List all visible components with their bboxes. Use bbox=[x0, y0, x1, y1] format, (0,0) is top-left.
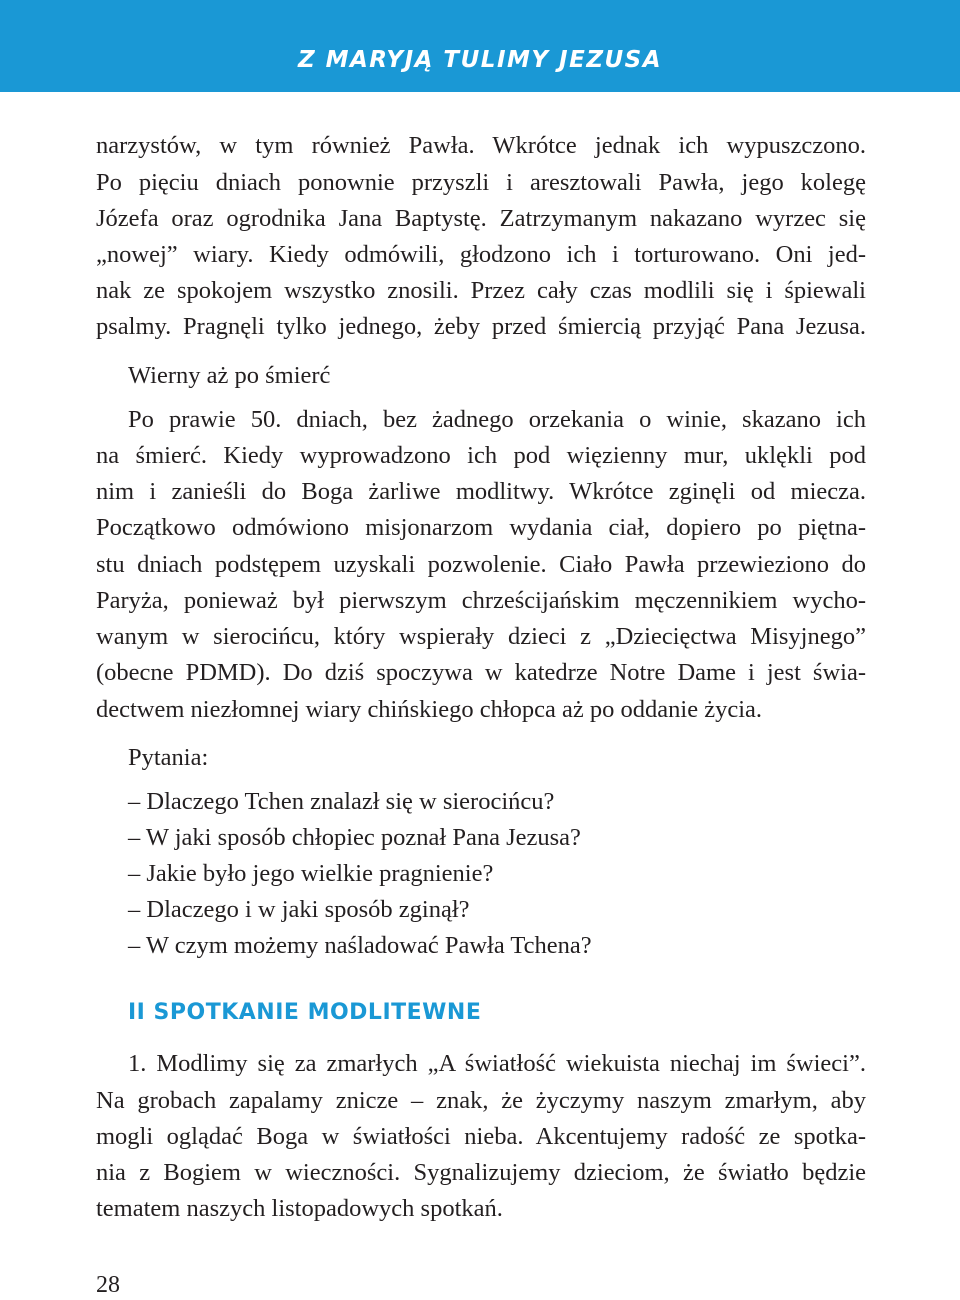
body-line: mogli oglądać Boga w światłości nieba. Akcentujemy radość ze spotka- bbox=[96, 1123, 866, 1150]
question-item: – W jaki sposób chłopiec poznał Pana Jezusa? bbox=[128, 824, 581, 851]
body-line: nia z Bogiem w wieczności. Sygnalizujemy dzieciom, że światło będzie bbox=[96, 1159, 866, 1186]
question-item: – Jakie było jego wielkie pragnienie? bbox=[128, 860, 494, 887]
body-line: „nowej” wiary. Kiedy odmówili, głodzono ich i torturowano. Oni jed- bbox=[96, 241, 866, 268]
body-line: Paryża, ponieważ był pierwszym chrześcijańskim męczennikiem wycho- bbox=[96, 587, 866, 614]
body-line: na śmierć. Kiedy wyprowadzono ich pod więzienny mur, uklękli pod bbox=[96, 442, 866, 469]
body-line: Józefa oraz ogrodnika Jana Baptystę. Zatrzymanym nakazano wyrzec się bbox=[96, 205, 866, 232]
questions-title: Pytania: bbox=[128, 744, 209, 771]
body-line-indented: Po prawie 50. dniach, bez żadnego orzekania o winie, skazano ich bbox=[128, 406, 866, 433]
section-heading: II SPOTKANIE MODLITEWNE bbox=[128, 1000, 482, 1025]
body-line: stu dniach podstępem uzyskali pozwolenie. Ciało Pawła przewieziono do bbox=[96, 551, 866, 578]
body-line: nak ze spokojem wszystko znosili. Przez cały czas modlili się i śpiewali bbox=[96, 277, 866, 304]
question-item: – W czym możemy naśladować Pawła Tchena? bbox=[128, 932, 592, 959]
body-line: nim i zanieśli do Boga żarliwe modlitwy. Wkrótce zginęli od miecza. bbox=[96, 478, 866, 505]
body-line: Na grobach zapalamy znicze – znak, że życzymy naszym zmarłym, aby bbox=[96, 1087, 866, 1114]
body-line: psalmy. Pragnęli tylko jednego, żeby przed śmiercią przyjąć Pana Jezusa. bbox=[96, 313, 866, 340]
running-header-title: Z MARYJĄ TULIMY JEZUSA bbox=[297, 47, 663, 73]
body-line: wanym w sierocińcu, który wspierały dzieci z „Dziecięctwa Misyjnego” bbox=[96, 623, 866, 650]
body-line: (obecne PDMD). Do dziś spoczywa w katedrze Notre Dame i jest świa- bbox=[96, 659, 866, 686]
question-item: – Dlaczego Tchen znalazł się w sierocińcu? bbox=[128, 788, 555, 815]
body-line: Początkowo odmówiono misjonarzom wydania ciał, dopiero po piętna- bbox=[96, 514, 866, 541]
body-line: Po pięciu dniach ponownie przyszli i aresztowali Pawła, jego kolegę bbox=[96, 169, 866, 196]
body-line-last: dectwem niezłomnej wiary chińskiego chłopca aż po oddanie życia. bbox=[96, 696, 762, 723]
body-line-indented: 1. Modlimy się za zmarłych „A światłość wiekuista niechaj im świeci”. bbox=[128, 1050, 866, 1077]
subheading: Wierny aż po śmierć bbox=[128, 362, 331, 389]
body-line: narzystów, w tym również Pawła. Wkrótce jednak ich wypuszczono. bbox=[96, 132, 866, 159]
page-number: 28 bbox=[96, 1272, 120, 1298]
question-item: – Dlaczego i w jaki sposób zginął? bbox=[128, 896, 470, 923]
body-line-last: tematem naszych listopadowych spotkań. bbox=[96, 1195, 503, 1222]
